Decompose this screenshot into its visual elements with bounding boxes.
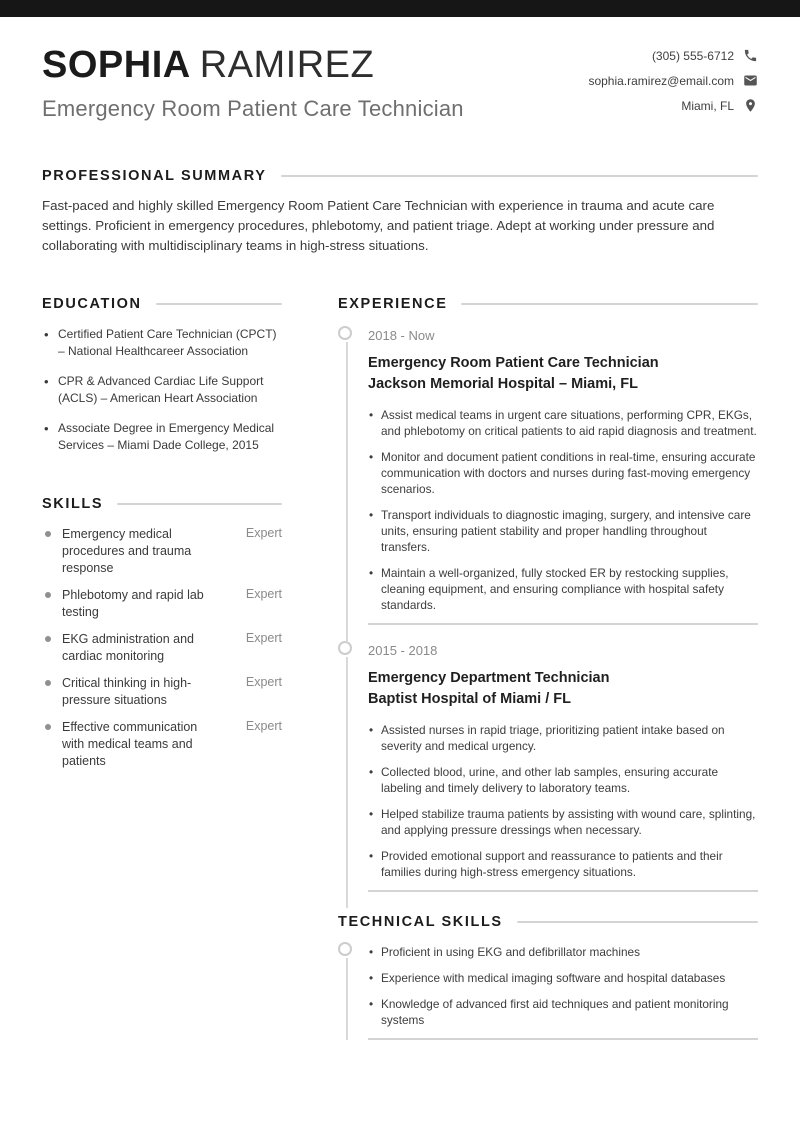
skills-heading bbox=[42, 496, 282, 512]
experience-heading-label: EXPERIENCE bbox=[338, 296, 448, 312]
skill-row bbox=[42, 675, 282, 709]
skill-level: Expert bbox=[245, 719, 282, 733]
skill-row bbox=[42, 526, 282, 577]
job-period: 2018 - Now bbox=[368, 328, 435, 343]
skill-level: Expert bbox=[245, 587, 282, 601]
skill-row bbox=[42, 719, 282, 770]
education-item: • Associate Degree in Emergency Medical Services – Miami Dade College, 2015 bbox=[42, 420, 282, 454]
experience-entry-content bbox=[368, 326, 758, 641]
entry-divider bbox=[368, 1038, 758, 1040]
person-name bbox=[42, 43, 464, 87]
technical-skills-list bbox=[368, 944, 758, 1028]
heading-rule bbox=[156, 303, 282, 305]
skill-name: EKG administration and cardiac monitoring bbox=[42, 631, 220, 665]
job-bullet: • Maintain a well-organized, fully stocked ER by restocking supplies, cleaning equipment, and ensuring compliance with hospital safety standards. bbox=[368, 565, 758, 613]
phone-icon bbox=[743, 48, 758, 63]
timeline-gutter bbox=[338, 641, 368, 908]
first-name: SOPHIA bbox=[42, 44, 191, 86]
job-title-line: Emergency Room Patient Care Technician bbox=[368, 355, 659, 371]
job-bullet: • Assist medical teams in urgent care situations, performing CPR, EKGs, and phlebotomy on critical patients to aid rapid diagnosis and treatment. bbox=[368, 407, 758, 439]
timeline-circle-icon bbox=[338, 641, 352, 655]
timeline-circle-icon bbox=[338, 326, 352, 340]
job-bullet: • Assisted nurses in rapid triage, prioritizing patient intake based on severity and medical urgency. bbox=[368, 722, 758, 754]
skill-level: Expert bbox=[245, 526, 282, 540]
experience-section bbox=[338, 296, 758, 908]
timeline-gutter bbox=[338, 326, 368, 641]
education-item: • Certified Patient Care Technician (CPCT) – National Healthcareer Association bbox=[42, 326, 282, 360]
education-heading bbox=[42, 296, 282, 312]
experience-heading bbox=[338, 296, 758, 312]
left-column bbox=[42, 296, 282, 1040]
job-bullet: • Transport individuals to diagnostic imaging, surgery, and intensive care units, ensuring patient stability and proper handling throughout transfers. bbox=[368, 507, 758, 555]
job-bullet-list bbox=[368, 407, 758, 613]
summary-heading bbox=[42, 168, 758, 184]
header bbox=[42, 43, 758, 122]
timeline-circle-icon bbox=[338, 942, 352, 956]
experience-entry bbox=[338, 326, 758, 641]
entry-divider bbox=[368, 890, 758, 892]
summary-section bbox=[42, 168, 758, 256]
technical-skill-item: • Proficient in using EKG and defibrillator machines bbox=[368, 944, 758, 960]
job-title-line: Emergency Department Technician bbox=[368, 670, 610, 686]
timeline-line bbox=[346, 657, 348, 908]
timeline-line bbox=[346, 342, 348, 641]
skill-level: Expert bbox=[245, 631, 282, 645]
summary-heading-label: PROFESSIONAL SUMMARY bbox=[42, 168, 267, 184]
technical-skill-item: • Experience with medical imaging software and hospital databases bbox=[368, 970, 758, 986]
timeline-gutter bbox=[338, 942, 368, 1040]
skill-name: Effective communication with medical teams and patients bbox=[42, 719, 220, 770]
contact-block bbox=[588, 48, 758, 113]
skill-row bbox=[42, 587, 282, 621]
timeline-line bbox=[346, 958, 348, 1040]
skill-row bbox=[42, 631, 282, 665]
contact-location bbox=[681, 98, 758, 113]
job-organization: Baptist Hospital of Miami / FL bbox=[368, 691, 572, 707]
job-bullet: • Provided emotional support and reassurance to patients and their families during high-stress emergency situations. bbox=[368, 848, 758, 880]
resume-page bbox=[0, 43, 800, 1040]
technical-skills-section bbox=[338, 914, 758, 1040]
skill-name: Critical thinking in high-pressure situations bbox=[42, 675, 220, 709]
job-bullet: • Collected blood, urine, and other lab samples, ensuring accurate labeling and timely delivery to laboratory teams. bbox=[368, 764, 758, 796]
job-bullet-list bbox=[368, 722, 758, 880]
columns bbox=[42, 296, 758, 1040]
skills-heading-label: SKILLS bbox=[42, 496, 104, 512]
job-bullet: • Monitor and document patient conditions in real-time, ensuring accurate communication with doctors and nurses during fast-moving emergency scenarios. bbox=[368, 449, 758, 497]
technical-skill-item: • Knowledge of advanced first aid techniques and patient monitoring systems bbox=[368, 996, 758, 1028]
last-name: RAMIREZ bbox=[199, 44, 375, 86]
education-list bbox=[42, 326, 282, 454]
experience-entry bbox=[338, 641, 758, 908]
education-section bbox=[42, 296, 282, 454]
identity-block bbox=[42, 43, 464, 122]
skill-level: Expert bbox=[245, 675, 282, 689]
job-title: Emergency Room Patient Care Technician bbox=[42, 96, 464, 121]
technical-skills-heading-label: TECHNICAL SKILLS bbox=[338, 914, 503, 930]
experience-entry-content bbox=[368, 641, 758, 908]
heading-rule bbox=[281, 175, 758, 177]
contact-email bbox=[588, 73, 758, 88]
phone-number: (305) 555-6712 bbox=[651, 48, 734, 63]
right-column bbox=[338, 296, 758, 1040]
heading-rule bbox=[517, 921, 758, 923]
education-item: • CPR & Advanced Cardiac Life Support (ACLS) – American Heart Association bbox=[42, 373, 282, 407]
heading-rule bbox=[461, 303, 758, 305]
skills-section bbox=[42, 496, 282, 770]
job-bullet: • Helped stabilize trauma patients by assisting with wound care, splinting, and applying pressure dressings when necessary. bbox=[368, 806, 758, 838]
entry-divider bbox=[368, 623, 758, 625]
skills-list bbox=[42, 526, 282, 770]
job-period: 2015 - 2018 bbox=[368, 643, 438, 658]
location-pin-icon bbox=[743, 98, 758, 113]
technical-skills-heading bbox=[338, 914, 758, 930]
heading-rule bbox=[117, 503, 282, 505]
top-accent-bar bbox=[0, 0, 800, 17]
email-address: sophia.ramirez@email.com bbox=[588, 73, 734, 88]
skill-name: Emergency medical procedures and trauma response bbox=[42, 526, 220, 577]
job-organization: Jackson Memorial Hospital – Miami, FL bbox=[368, 376, 638, 392]
technical-skills-content bbox=[368, 942, 758, 1040]
location-text: Miami, FL bbox=[681, 98, 734, 113]
education-heading-label: EDUCATION bbox=[42, 296, 142, 312]
skill-name: Phlebotomy and rapid lab testing bbox=[42, 587, 220, 621]
summary-text: Fast-paced and highly skilled Emergency Room Patient Care Technician with experience in trauma and acute care settings. Proficient in emergency procedures, phlebotomy, and patient triage. Adept at working under pressure and collaborating with multidisciplinary teams in high-stress situations. bbox=[42, 198, 715, 253]
contact-phone bbox=[652, 48, 758, 63]
technical-skills-entry bbox=[338, 942, 758, 1040]
envelope-icon bbox=[743, 73, 758, 88]
